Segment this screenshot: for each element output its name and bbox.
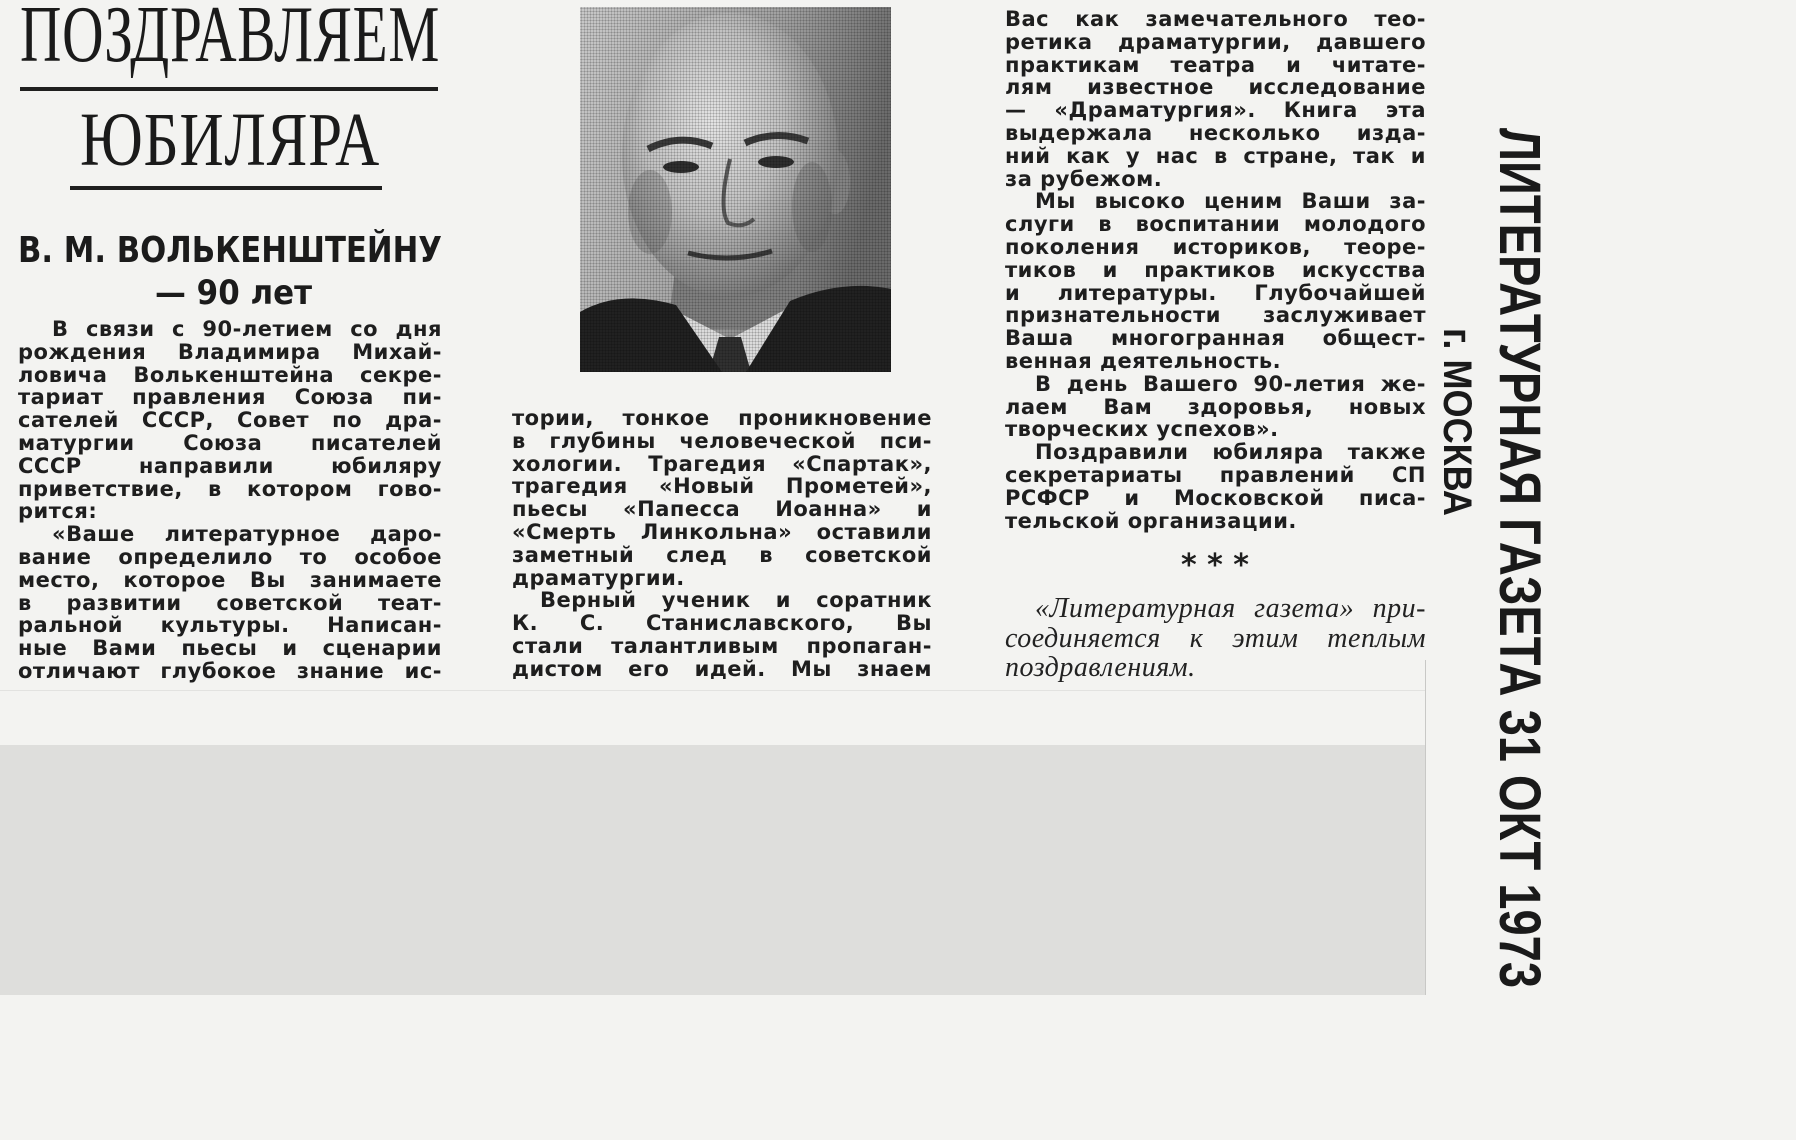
mount-edge [1425,660,1426,995]
closing-line: поздравлениям. [1005,652,1196,683]
kicker-rule-top [20,87,438,91]
text-line: лаем Вам здоровья, новых [1005,394,1426,419]
text-line: Ваша многогранная общест- [1005,326,1426,351]
text-line: — «Драматургия». Книга эта [1005,98,1426,123]
stamp-city: г. МОСКВА [1435,328,1479,516]
text-line: признательности заслуживает [1005,303,1426,328]
text-line: Поздравили юбиляра также [1035,440,1426,465]
text-line: выдержала несколько изда- [1005,120,1426,145]
kicker-heading-line-2: ЮБИЛЯРА [80,98,380,182]
headline-age: — 90 лет [155,273,312,313]
text-line: РСФСР и Московской писа- [1005,485,1426,510]
clipping-edge [0,690,1425,691]
text-line: ретика драматургии, давшего [1005,29,1426,54]
text-line: рится: [18,499,98,524]
text-line: драматургии. [512,565,685,590]
text-line: К. С. Станиславского, Вы [512,611,932,636]
text-line: В связи с 90-летием со дня [52,317,442,341]
text-line: хологии. Трагедия «Спартак», [512,451,932,476]
headline-name: В. М. ВОЛЬКЕНШТЕЙНУ [18,230,442,271]
text-line: Мы высоко ценим Ваши за- [1035,189,1426,214]
text-line: ные Вами пьесы и сценарии [18,636,442,661]
text-line: и литературы. Глубочайшей [1005,280,1426,305]
text-line: В день Вашего 90-летия же- [1035,371,1426,396]
text-line: за рубежом. [1005,166,1163,191]
text-line: приветствие, в котором гово- [18,476,442,501]
text-line: рождения Владимира Михай- [18,339,442,364]
text-line: тории, тонкое проникновение [512,406,932,430]
text-line: СССР направили юбиляру [18,453,442,478]
text-line: тариат правления Союза пи- [18,385,442,410]
text-line: лям известное исследование [1005,75,1426,100]
portrait-photo [580,7,891,372]
text-line: «Смерть Линкольна» оставили [512,519,932,544]
text-line: ний как у нас в стране, так и [1005,143,1426,168]
text-line: творческих успехов». [1005,417,1279,442]
text-line: практикам театра и читате- [1005,52,1426,77]
text-line: в глубины человеческой пси- [512,428,932,453]
text-line: «Ваше литературное даро- [52,522,442,547]
text-line: место, которое Вы занимаете [18,567,442,592]
text-line: вание определило то особое [18,544,442,569]
closing-line: «Литературная газета» при- [1035,593,1426,624]
text-line: венная деятельность. [1005,348,1282,373]
section-separator: * * * [1181,548,1249,583]
text-line: тельской организации. [1005,508,1297,533]
portrait-head [622,13,838,297]
text-line: Вас как замечательного тео- [1005,7,1426,31]
text-line: поколения историков, теоре- [1005,234,1426,259]
kicker-rule-bottom [70,186,382,190]
text-line: ловича Волькенштейна секре- [18,362,442,387]
text-line: секретариаты правлений СП [1005,462,1426,487]
portrait-image [580,7,891,372]
kicker-heading-line-1: ПОЗДРАВЛЯЕМ [20,0,440,79]
text-line: в развитии советской теат- [18,590,442,615]
text-line: пьесы «Папесса Иоанна» и [512,497,932,522]
editorial-closing-note [1005,594,1426,683]
article-column-1 [18,318,442,683]
text-line: стали талантливым пропаган- [512,633,932,658]
article-column-2 [512,407,932,681]
text-line: Верный ученик и соратник [540,588,932,613]
closing-line: соединяется к этим теплым [1005,622,1426,654]
stamp-publication-date: ЛИТЕРАТУРНАЯ ГАЗЕТА 31 ОКТ 1973 [1487,128,1552,988]
article-column-3 [1005,8,1426,532]
text-line: матургии Союза писателей [18,430,442,455]
text-line: заметный след в советской [512,542,932,567]
mount-background [0,745,1425,995]
text-line: сателей СССР, Совет по дра- [18,408,442,433]
text-line: дистом его идей. Мы знаем [512,656,932,681]
text-line: ральной культуры. Написан- [18,613,442,638]
text-line: трагедия «Новый Прометей», [512,474,932,499]
text-line: отличают глубокое знание ис- [18,658,442,683]
text-line: слуги в воспитании молодого [1005,212,1426,237]
text-line: тиков и практиков искусства [1005,257,1426,282]
